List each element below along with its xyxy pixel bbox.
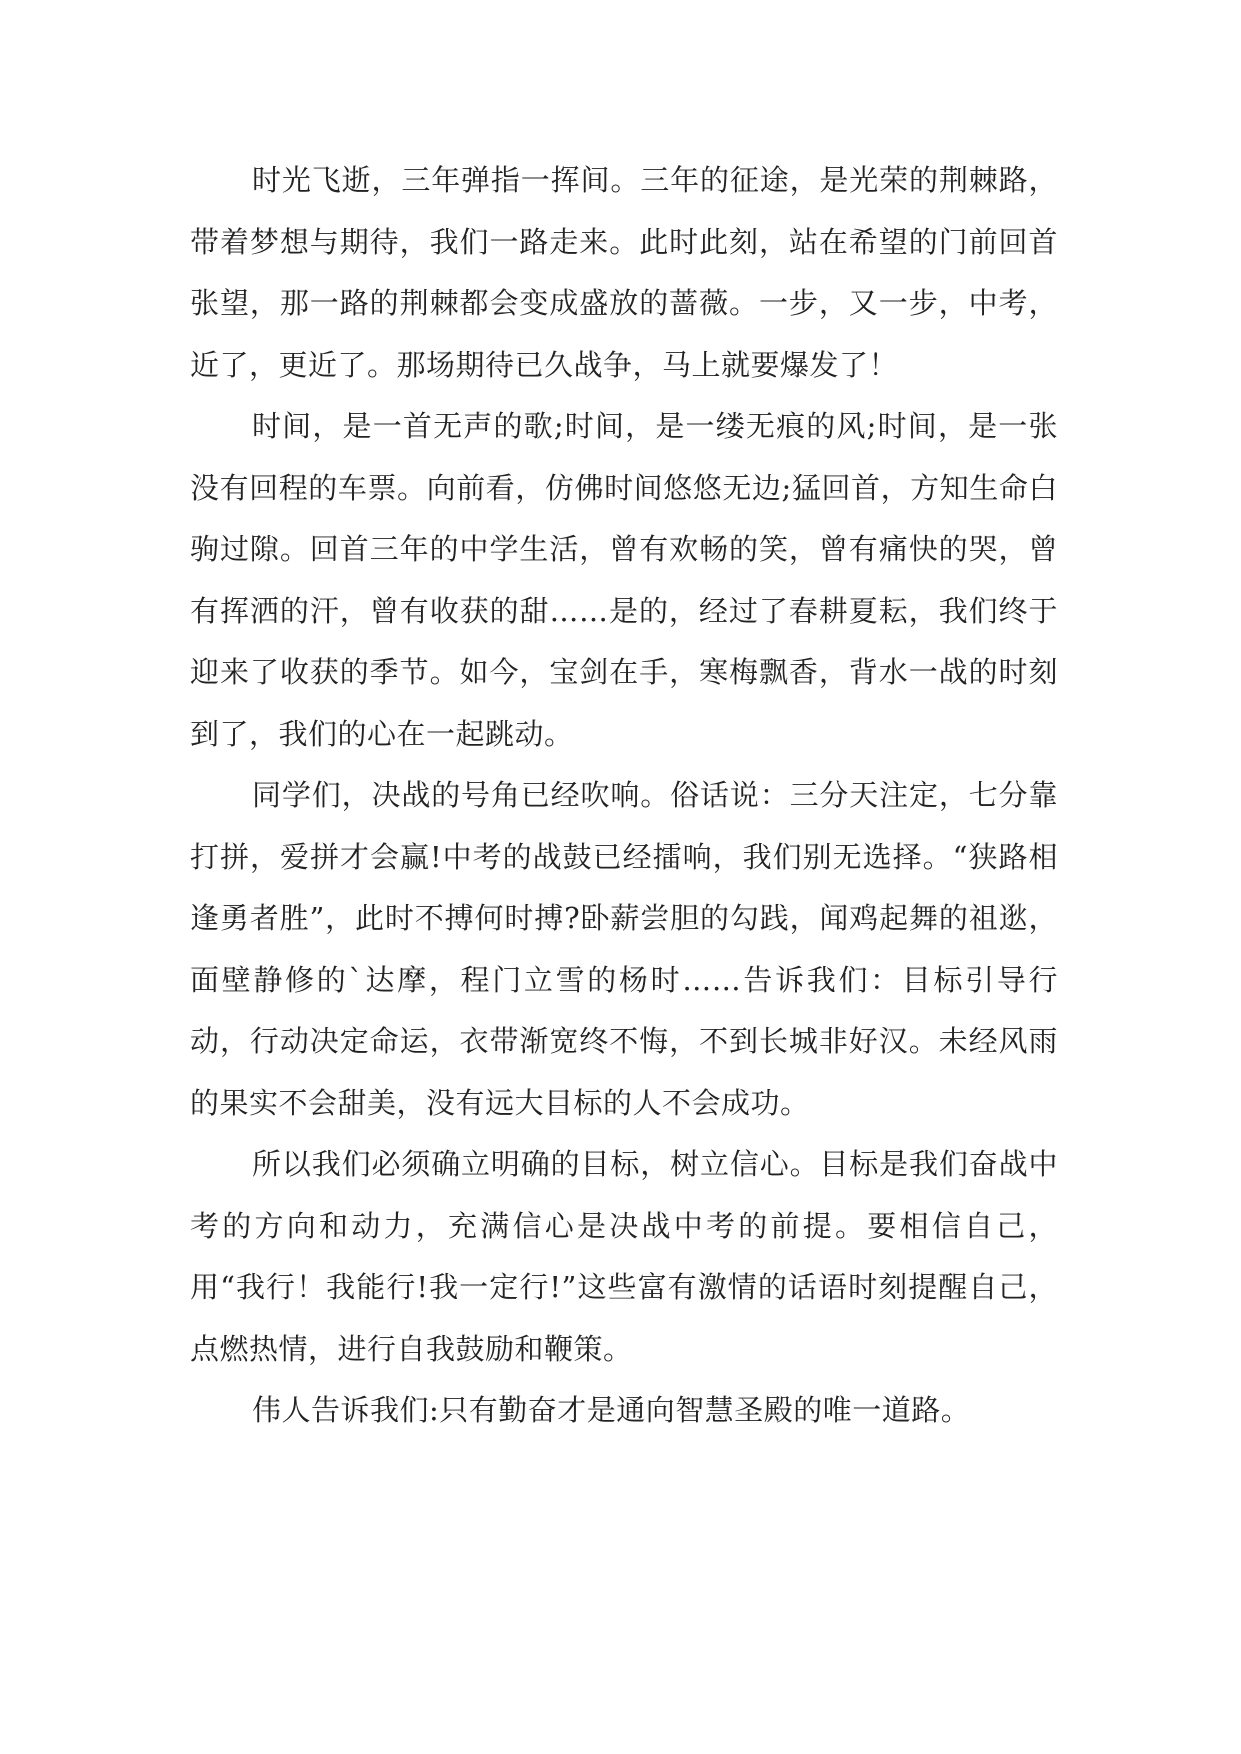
paragraph-5: 伟人告诉我们:只有勤奋才是通向智慧圣殿的唯一道路。	[252, 1393, 971, 1427]
paragraph-3: 同学们，决战的号角已经吹响。俗话说：三分天注定，七分靠打拼，爱拼才会赢!中考的战鼓已经擂响，我们别无选择。“狭路相逢勇者胜”，此时不搏何时搏?卧薪尝胆的勾践，闻鸡起舞的祖逖，面壁静修的`达摩，程门立雪的杨时……告诉我们：目标引导行动，行动决定命运，衣带渐宽终不悔，不到长城非好汉。未经风雨的果实不会甜美，没有远大目标的人不会成功。	[190, 778, 1058, 1120]
document-body	[190, 150, 1058, 1442]
paragraph-4: 所以我们必须确立明确的目标，树立信心。目标是我们奋战中考的方向和动力，充满信心是决战中考的前提。要相信自己，用“我行！我能行!我一定行!”这些富有激情的话语时刻提醒自己，点燃热情，进行自我鼓励和鞭策。	[190, 1147, 1058, 1366]
paragraph-1: 时光飞逝，三年弹指一挥间。三年的征途，是光荣的荆棘路，带着梦想与期待，我们一路走来。此时此刻，站在希望的门前回首张望，那一路的荆棘都会变成盛放的蔷薇。一步，又一步，中考，近了，更近了。那场期待已久战争，马上就要爆发了！	[190, 163, 1058, 382]
paragraph-2: 时间，是一首无声的歌;时间，是一缕无痕的风;时间，是一张没有回程的车票。向前看，仿佛时间悠悠无边;猛回首，方知生命白驹过隙。回首三年的中学生活，曾有欢畅的笑，曾有痛快的哭，曾有挥洒的汗，曾有收获的甜……是的，经过了春耕夏耘，我们终于迎来了收获的季节。如今，宝剑在手，寒梅飘香，背水一战的时刻到了，我们的心在一起跳动。	[190, 409, 1058, 751]
